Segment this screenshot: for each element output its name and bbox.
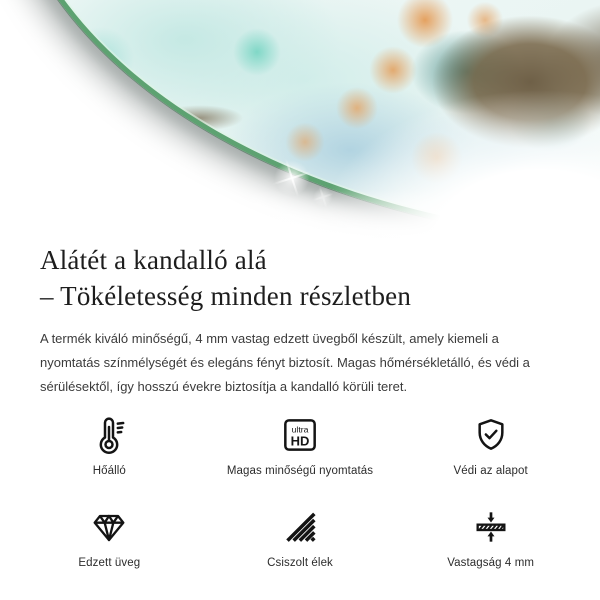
- feature-label: Edzett üveg: [78, 557, 141, 569]
- feature-label: Vastagság 4 mm: [447, 557, 535, 569]
- feature-label: Magas minőségű nyomtatás: [226, 465, 374, 477]
- feature-tempered-glass: [14, 507, 205, 569]
- ultra-hd-icon: [280, 415, 320, 455]
- page-title: [40, 238, 554, 314]
- content-section: [0, 238, 600, 399]
- ultra-hd-badge-top: ultra: [291, 424, 309, 435]
- feature-label: Védi az alapot: [453, 465, 528, 477]
- feature-protects-base: [395, 415, 586, 477]
- shield-check-icon: [471, 415, 511, 455]
- product-description: A termék kiváló minőségű, 4 mm vastag edzett üvegből készült, amely kiemeli a nyomtatás színmélységét és elegáns fényt biztosít. Magas hőmérsékletálló, és védi a sérülésektől, így hosszú évekre biztosítja a kandalló körüli teret.: [40, 331, 530, 394]
- product-image: [0, 0, 600, 238]
- thickness-icon: [471, 507, 511, 547]
- diamond-icon: [89, 507, 129, 547]
- thermometer-icon: [89, 415, 129, 455]
- polished-edges-icon: [280, 507, 320, 547]
- feature-hq-print: [205, 415, 396, 477]
- feature-grid: [0, 415, 600, 569]
- feature-polished-edges: [205, 507, 396, 569]
- title-line-1: Alátét a kandalló alá: [40, 245, 267, 275]
- feature-label: Hőálló: [92, 465, 126, 477]
- feature-heat-resistant: [14, 415, 205, 477]
- glass-plate-photo: [0, 0, 600, 238]
- ultra-hd-badge-bottom: HD: [290, 433, 310, 449]
- feature-label: Csiszolt élek: [267, 557, 333, 569]
- feature-thickness: [395, 507, 586, 569]
- title-line-2: – Tökéletesség minden részletben: [40, 281, 412, 311]
